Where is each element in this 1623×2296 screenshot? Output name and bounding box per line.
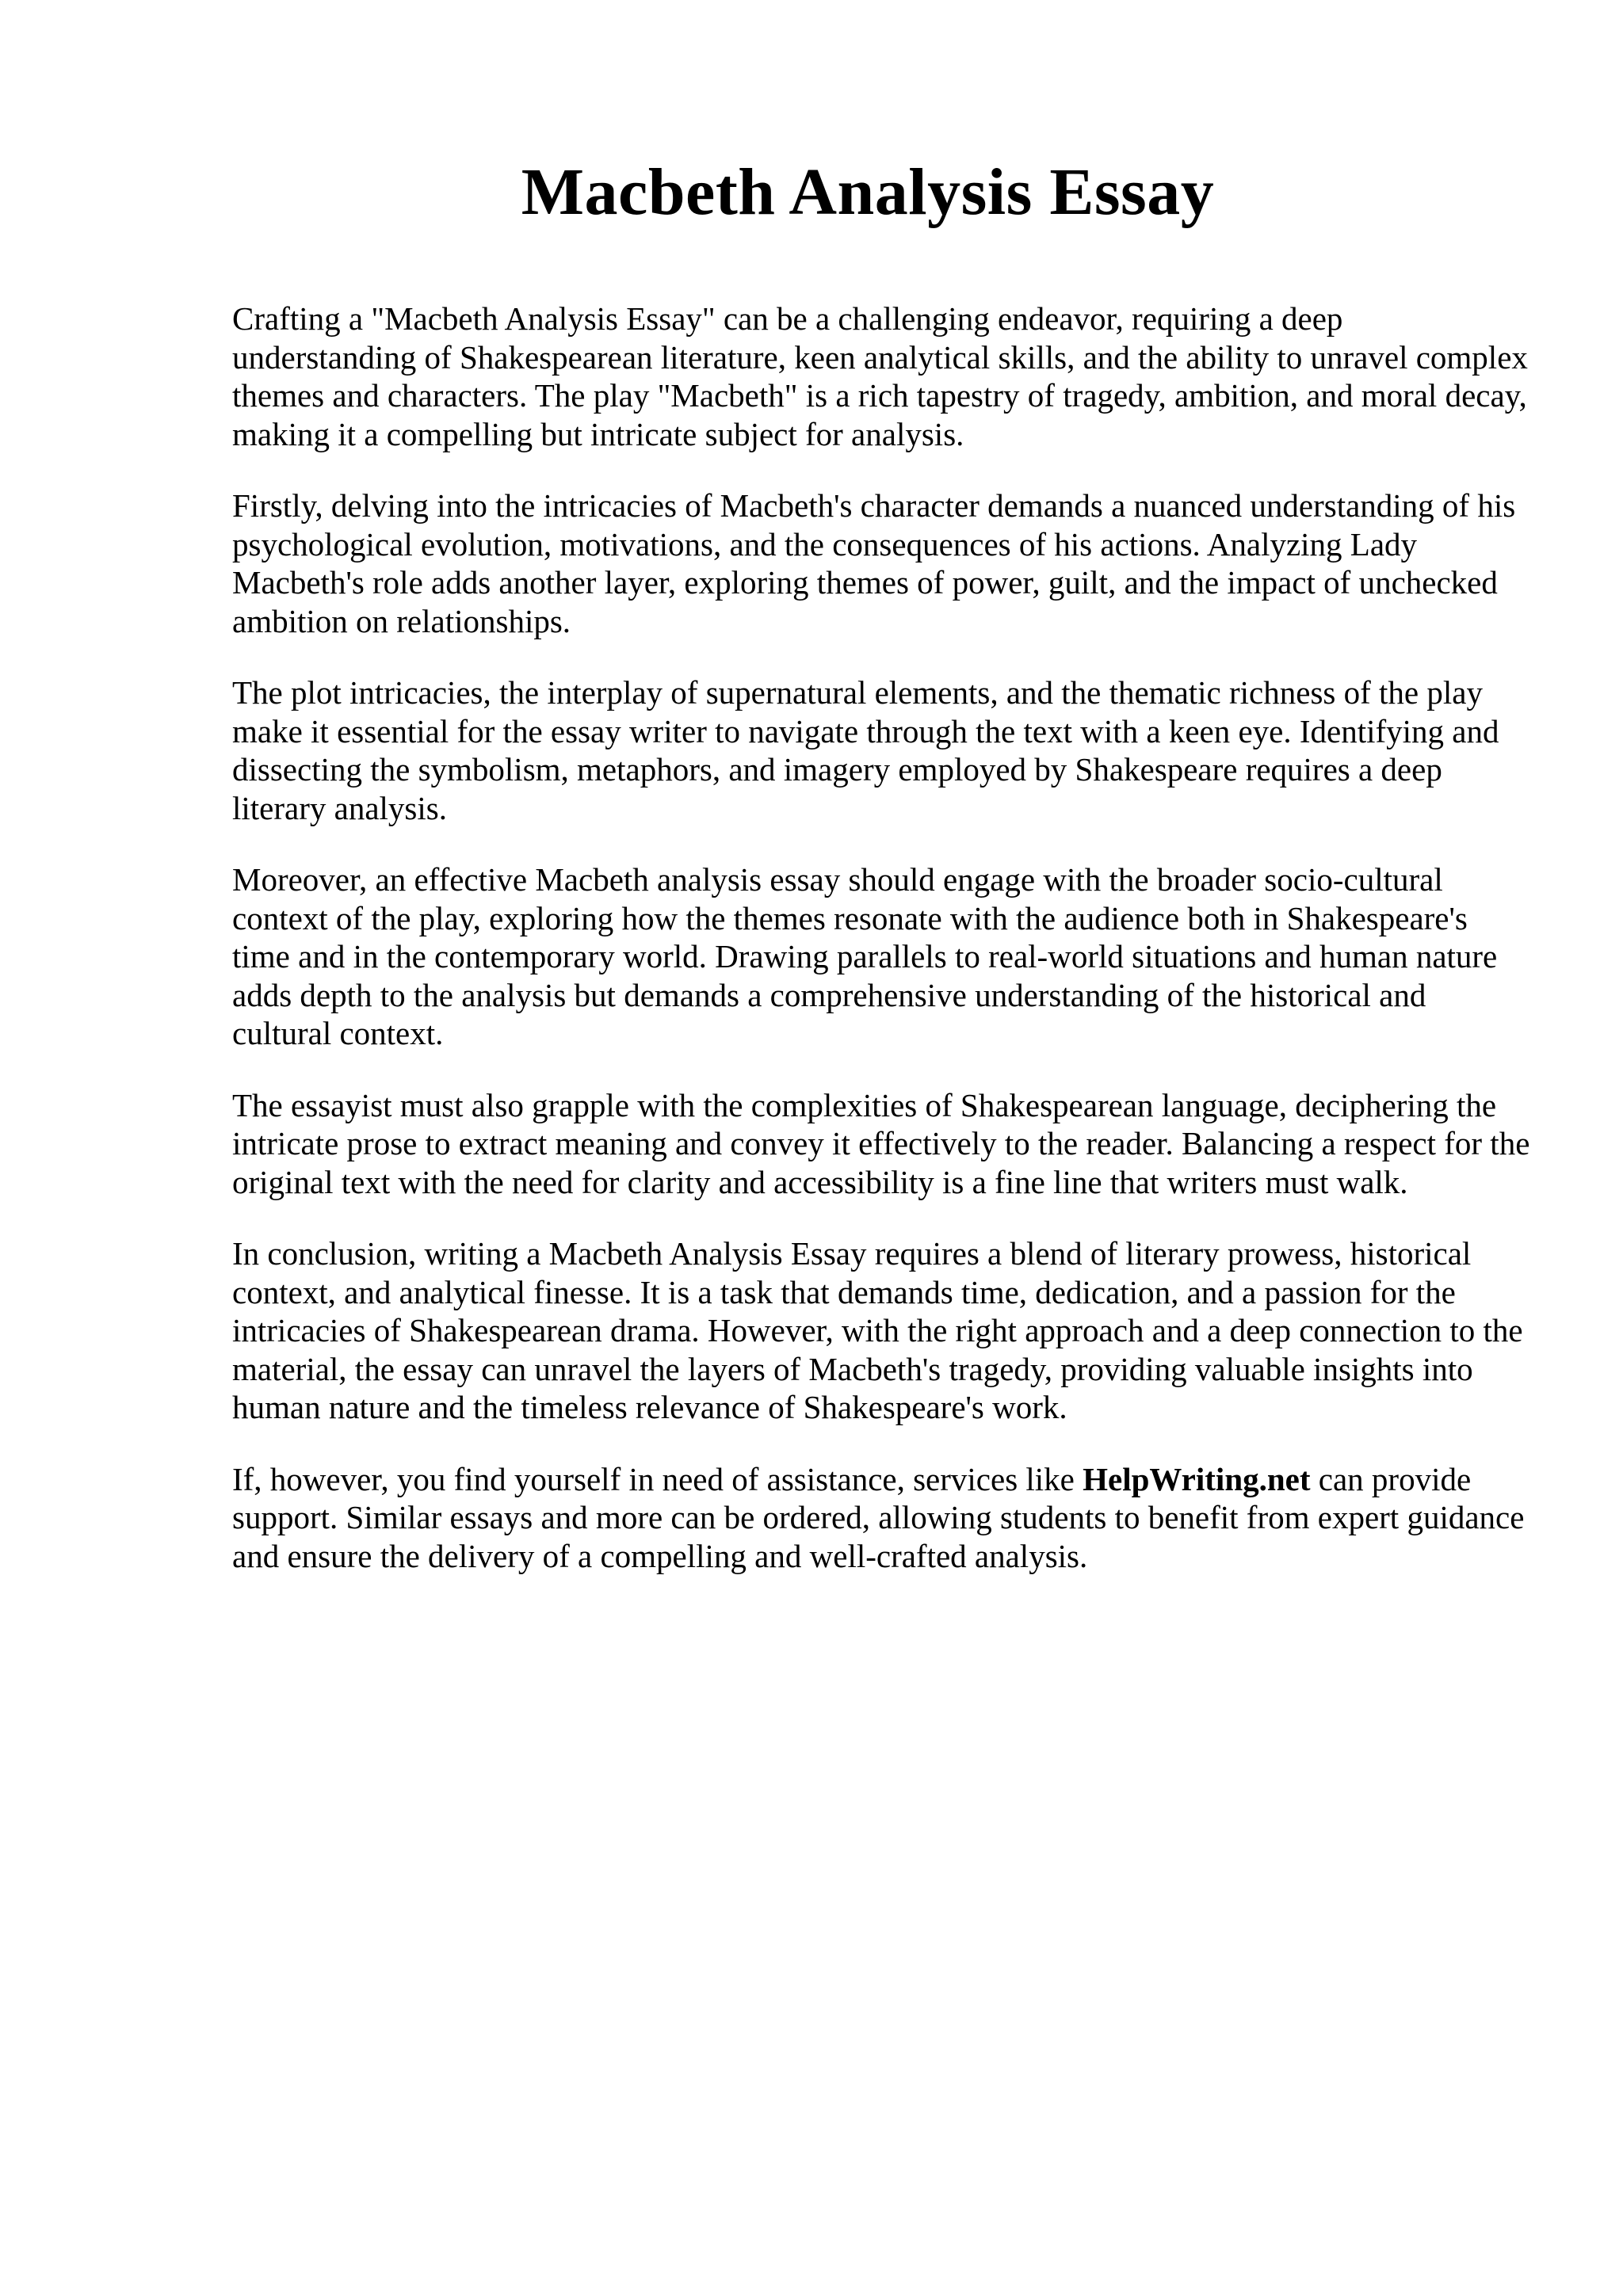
paragraph-intro: Crafting a "Macbeth Analysis Essay" can be a challenging endeavor, requiring a deep understanding of Shakespearean literature, keen analytical skills, and the ability to unravel complex themes and characters. The play "Macbeth" is a rich tapestry of tragedy, ambition, and moral decay, making it a compelling but intricate subject for analysis. [232,300,1528,452]
paragraph-closing [232,1460,1532,1576]
page-title: Macbeth Analysis Essay [521,155,1215,229]
paragraph-context: Moreover, an effective Macbeth analysis essay should engage with the broader socio-cultural context of the play, exploring how the themes resonate with the audience both in Shakespeare's time and in the contemporary world. Drawing parallels to real-world situations and human nature adds depth to the analysis but demands a comprehensive understanding of the historical and cultural context. [232,861,1498,1051]
service-link[interactable]: HelpWriting.net [1083,1460,1311,1497]
paragraph-character: Firstly, delving into the intricacies of Macbeth's character demands a nuanced understanding of his psychological evolution, motivations, and the consequences of his actions. Analyzing Lady Macbeth's role adds another layer, exploring themes of power, guilt, and the impact of unchecked ambition on relationships. [232,487,1516,639]
essay-body [232,299,1532,1608]
paragraph-language: The essayist must also grapple with the complexities of Shakespearean language, deciphering the intricate prose to extract meaning and convey it effectively to the reader. Balancing a respect for the original text with the need for clarity and accessibility is a fine line that writers must walk. [232,1086,1530,1200]
paragraph-plot: The plot intricacies, the interplay of supernatural elements, and the thematic richness of the play make it essential for the essay writer to navigate through the text with a keen eye. Identifying and dissecting the symbolism, metaphors, and imagery employed by Shakespeare requires a deep literary analysis. [232,674,1499,826]
paragraph-conclusion: In conclusion, writing a Macbeth Analysis Essay requires a blend of literary prowess, historical context, and analytical finesse. It is a task that demands time, dedication, and a passion for the intricacies of Shakespearean drama. However, with the right approach and a deep connection to the material, the essay can unravel the layers of Macbeth's tragedy, providing valuable insights into human nature and the timeless relevance of Shakespeare's work. [232,1235,1523,1425]
closing-text-after: can provide support. Similar essays and more can be ordered, allowing students to benefit from expert guidance and ensure the delivery of a compelling and well-crafted analysis. [232,1460,1525,1574]
closing-text-before: If, however, you find yourself in need of assistance, services like [232,1460,1083,1497]
